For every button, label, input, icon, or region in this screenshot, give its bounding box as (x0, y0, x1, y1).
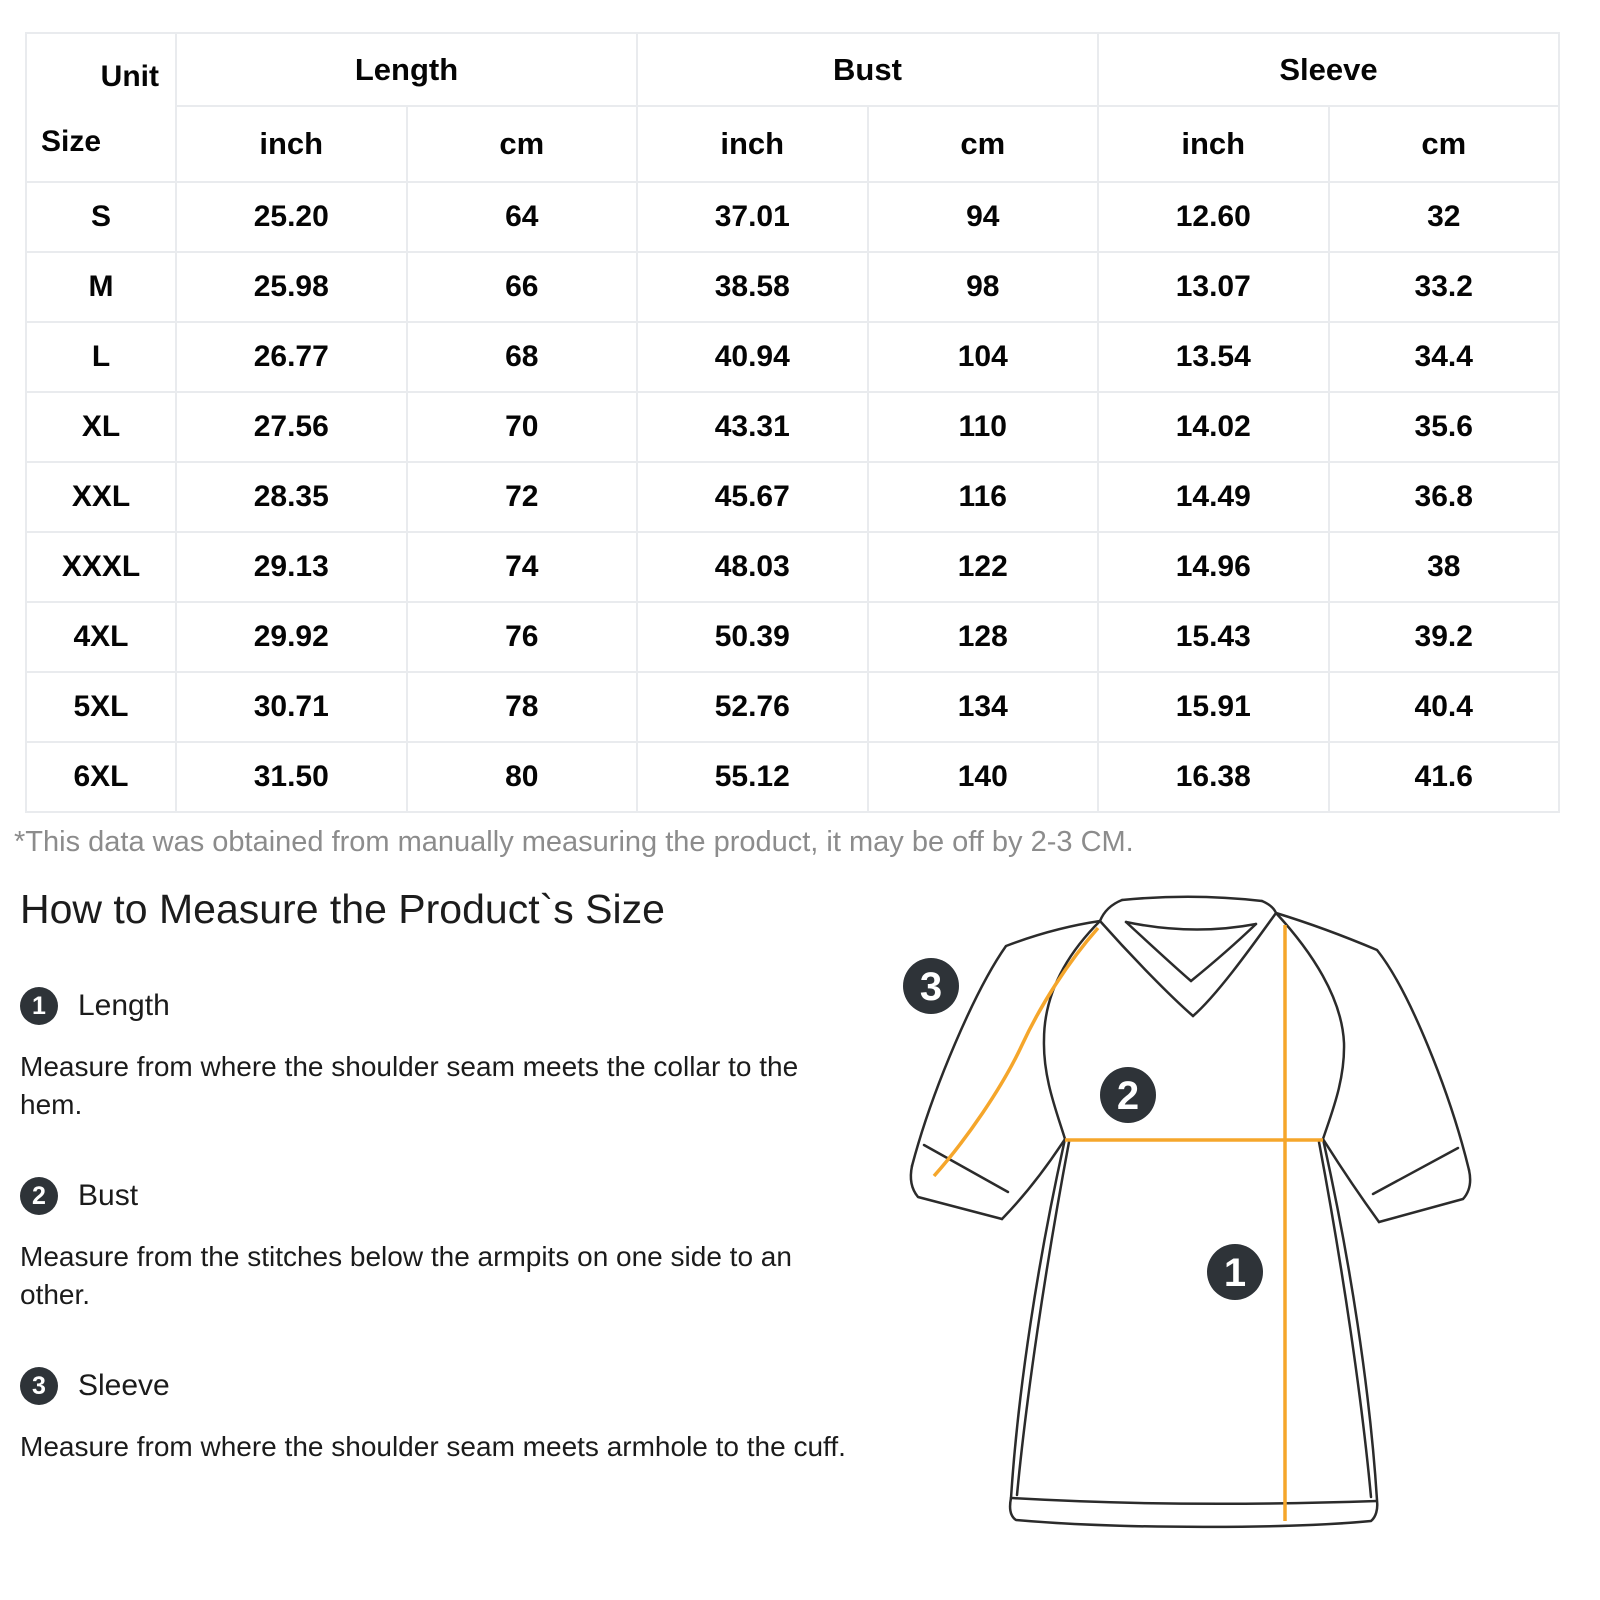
measure-item-sleeve (20, 1366, 870, 1406)
bust-inch-cell: 50.39 (637, 602, 868, 672)
marker-1-number: 1 (1223, 1251, 1247, 1295)
unit-header-bust-cm: cm (868, 106, 1099, 182)
length-inch-cell: 27.56 (176, 392, 407, 462)
bust-inch-cell: 40.94 (637, 322, 868, 392)
sleeve-cm-cell: 33.2 (1329, 252, 1560, 322)
group-header-bust: Bust (637, 33, 1098, 106)
sleeve-inch-cell: 14.02 (1098, 392, 1329, 462)
table-row (26, 322, 1559, 392)
how-to-measure-list (20, 986, 870, 1518)
marker-2-number: 2 (1116, 1074, 1140, 1118)
bust-cm-cell: 140 (868, 742, 1099, 812)
length-inch-cell: 25.98 (176, 252, 407, 322)
table-row (26, 182, 1559, 252)
length-inch-cell: 31.50 (176, 742, 407, 812)
length-cm-cell: 76 (407, 602, 638, 672)
size-cell: XL (26, 392, 176, 462)
bust-inch-cell: 52.76 (637, 672, 868, 742)
length-cm-cell: 70 (407, 392, 638, 462)
item-number-badge: 3 (20, 1367, 58, 1405)
marker-1 (1207, 1244, 1263, 1300)
length-cm-cell: 68 (407, 322, 638, 392)
size-cell: 6XL (26, 742, 176, 812)
group-header-row (26, 33, 1559, 106)
marker-3 (903, 958, 959, 1014)
unit-corner-label: Unit (100, 60, 159, 93)
sleeve-inch-cell: 13.07 (1098, 252, 1329, 322)
sleeve-cm-cell: 41.6 (1329, 742, 1560, 812)
item-label: Sleeve (78, 1369, 170, 1402)
table-row (26, 742, 1559, 812)
sleeve-cm-cell: 38 (1329, 532, 1560, 602)
sleeve-cm-cell: 35.6 (1329, 392, 1560, 462)
sleeve-cm-cell: 32 (1329, 182, 1560, 252)
sleeve-inch-cell: 15.91 (1098, 672, 1329, 742)
corner-cell (26, 33, 176, 182)
table-row (26, 462, 1559, 532)
sleeve-cm-cell: 36.8 (1329, 462, 1560, 532)
bust-inch-cell: 55.12 (637, 742, 868, 812)
table-row (26, 392, 1559, 462)
length-cm-cell: 64 (407, 182, 638, 252)
sleeve-inch-cell: 14.49 (1098, 462, 1329, 532)
sleeve-cm-cell: 39.2 (1329, 602, 1560, 672)
bust-cm-cell: 116 (868, 462, 1099, 532)
bust-cm-cell: 128 (868, 602, 1099, 672)
size-cell: 4XL (26, 602, 176, 672)
item-description: Measure from where the shoulder seam meets armhole to the cuff. (20, 1431, 846, 1462)
tshirt-outline (911, 897, 1470, 1527)
length-inch-cell: 29.13 (176, 532, 407, 602)
length-cm-cell: 74 (407, 532, 638, 602)
sleeve-inch-cell: 12.60 (1098, 182, 1329, 252)
bust-cm-cell: 134 (868, 672, 1099, 742)
unit-header-bust-inch: inch (637, 106, 868, 182)
table-row (26, 602, 1559, 672)
sleeve-cm-cell: 34.4 (1329, 322, 1560, 392)
length-cm-cell: 78 (407, 672, 638, 742)
sleeve-inch-cell: 13.54 (1098, 322, 1329, 392)
size-cell: S (26, 182, 176, 252)
unit-header-sleeve-cm: cm (1329, 106, 1560, 182)
length-inch-cell: 29.92 (176, 602, 407, 672)
sleeve-inch-cell: 16.38 (1098, 742, 1329, 812)
bust-inch-cell: 37.01 (637, 182, 868, 252)
size-cell: XXXL (26, 532, 176, 602)
size-cell: 5XL (26, 672, 176, 742)
item-description: Measure from the stitches below the armpits on one side to an other. (20, 1241, 792, 1310)
length-cm-cell: 80 (407, 742, 638, 812)
bust-inch-cell: 43.31 (637, 392, 868, 462)
measurement-note: *This data was obtained from manually measuring the product, it may be off by 2-3 CM. (14, 826, 1134, 858)
length-inch-cell: 30.71 (176, 672, 407, 742)
sleeve-inch-cell: 14.96 (1098, 532, 1329, 602)
unit-header-length-cm: cm (407, 106, 638, 182)
length-cm-cell: 66 (407, 252, 638, 322)
table-row (26, 532, 1559, 602)
group-header-sleeve: Sleeve (1098, 33, 1559, 106)
item-number-badge: 2 (20, 1177, 58, 1215)
how-to-measure-title: How to Measure the Product`s Size (20, 886, 665, 932)
size-cell: XXL (26, 462, 176, 532)
size-chart-table (25, 32, 1560, 813)
bust-inch-cell: 48.03 (637, 532, 868, 602)
table-row (26, 672, 1559, 742)
size-corner-label: Size (41, 125, 102, 158)
bust-cm-cell: 104 (868, 322, 1099, 392)
bust-cm-cell: 122 (868, 532, 1099, 602)
unit-header-row (26, 106, 1559, 182)
table-row (26, 252, 1559, 322)
bust-cm-cell: 98 (868, 252, 1099, 322)
item-description: Measure from where the shoulder seam meets the collar to the hem. (20, 1051, 799, 1120)
bust-cm-cell: 110 (868, 392, 1099, 462)
tshirt-diagram (860, 840, 1600, 1600)
bust-cm-cell: 94 (868, 182, 1099, 252)
unit-header-length-inch: inch (176, 106, 407, 182)
bust-inch-cell: 38.58 (637, 252, 868, 322)
measure-item-length (20, 986, 870, 1026)
length-inch-cell: 25.20 (176, 182, 407, 252)
item-label: Bust (78, 1179, 139, 1212)
sleeve-inch-cell: 15.43 (1098, 602, 1329, 672)
unit-header-sleeve-inch: inch (1098, 106, 1329, 182)
item-label: Length (78, 989, 170, 1022)
length-inch-cell: 28.35 (176, 462, 407, 532)
bust-inch-cell: 45.67 (637, 462, 868, 532)
sleeve-cm-cell: 40.4 (1329, 672, 1560, 742)
measure-item-bust (20, 1176, 870, 1216)
group-header-length: Length (176, 33, 637, 106)
length-inch-cell: 26.77 (176, 322, 407, 392)
marker-2 (1100, 1067, 1156, 1123)
size-cell: L (26, 322, 176, 392)
length-cm-cell: 72 (407, 462, 638, 532)
item-number-badge: 1 (20, 987, 58, 1025)
size-cell: M (26, 252, 176, 322)
marker-3-number: 3 (919, 965, 943, 1009)
